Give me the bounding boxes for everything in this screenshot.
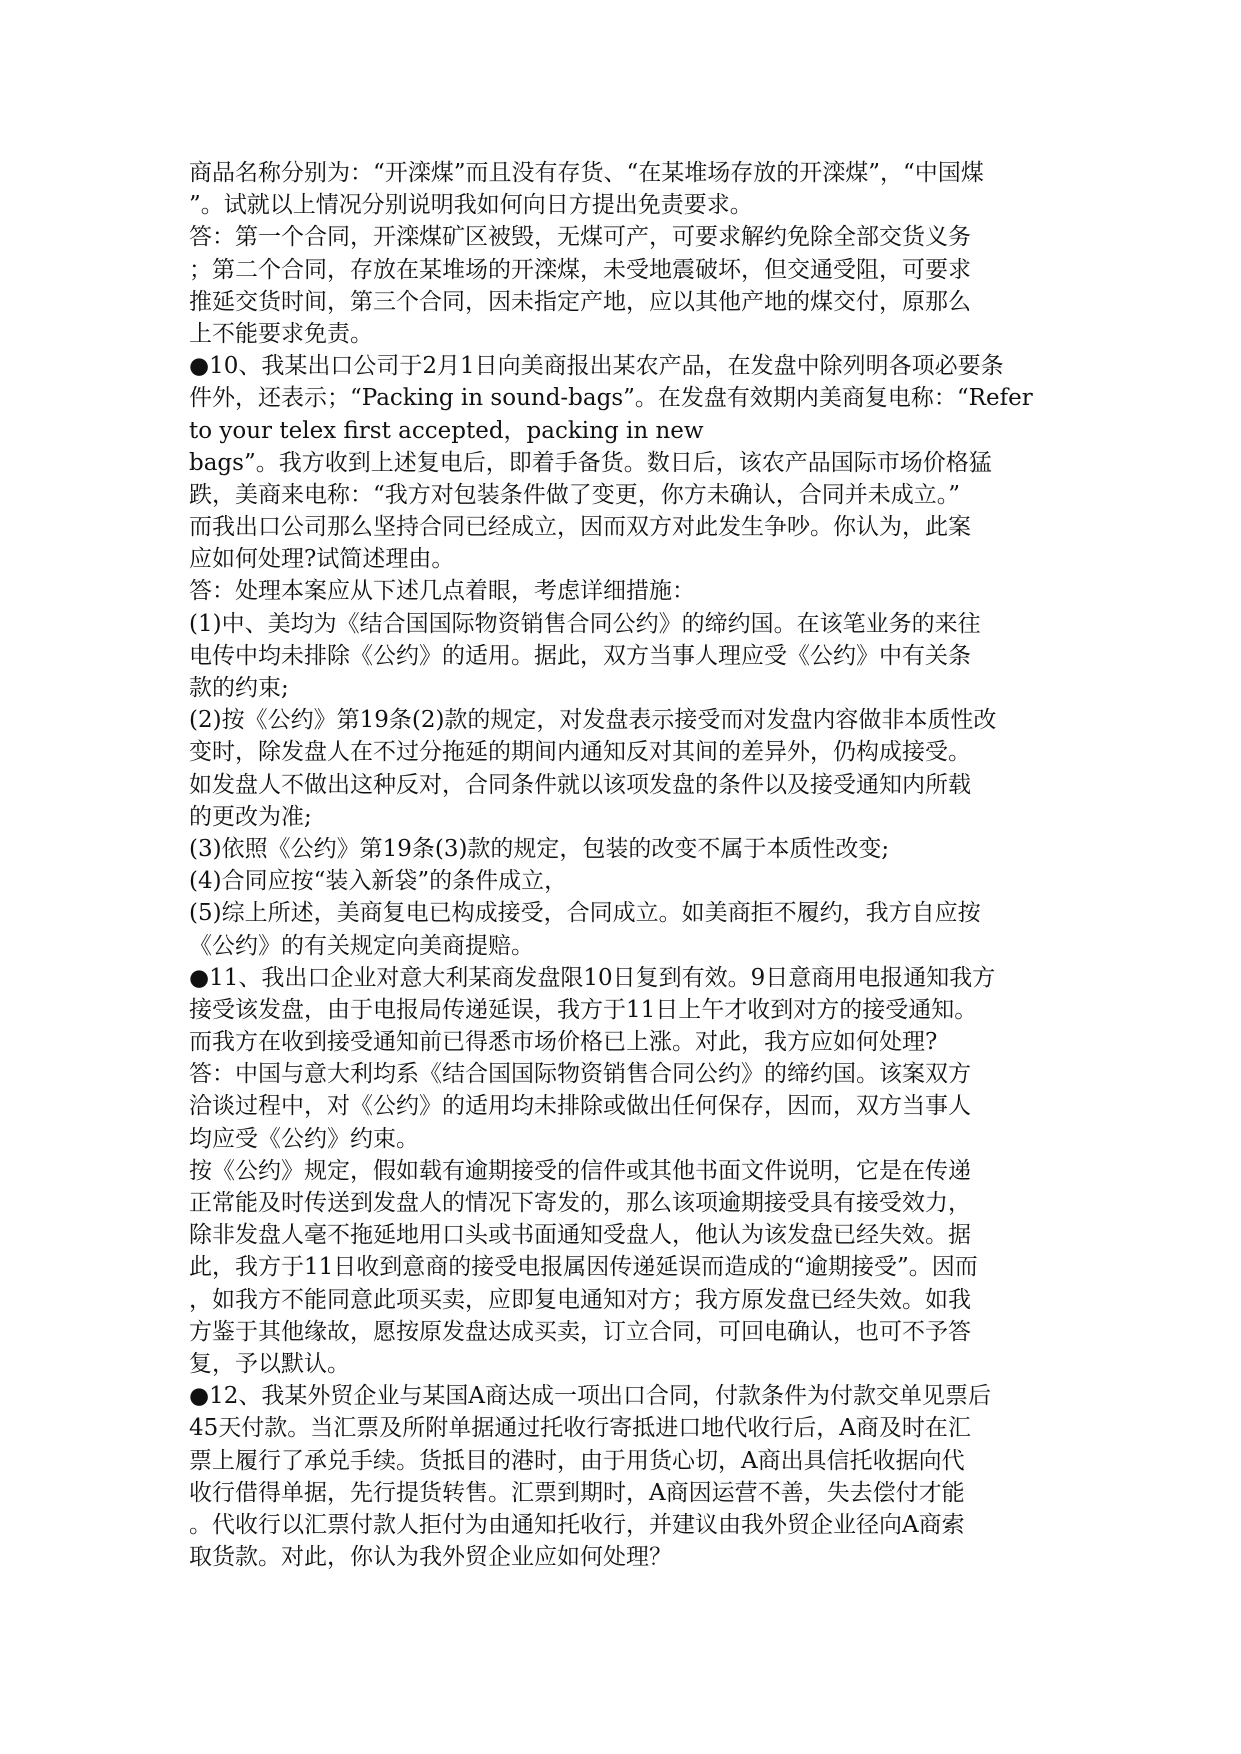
text-line: 票上履行了承兑手续。货抵目的港时，由于用货心切，A商出具信托收据向代 — [189, 1447, 965, 1474]
text-line: 款的约束; — [189, 675, 289, 701]
text-line: (5)综上所述，美商复电已构成接受，合同成立。如美商拒不履约，我方自应按 — [189, 900, 981, 927]
text-line: 此，我方于11日收到意商的接受电报属因传递延误而造成的“逾期接受”。因而 — [189, 1254, 978, 1281]
text-line: 取货款。对此，你认为我外贸企业应如何处理？ — [189, 1544, 672, 1571]
text-line: to your telex first accepted，packing in new — [189, 417, 704, 444]
text-line: 而我出口公司那么坚持合同已经成立，因而双方对此发生争吵。你认为，此案 — [189, 514, 971, 541]
text-line: (1)中、美均为《结合国国际物资销售合同公约》的缔约国。在该笔业务的来往 — [189, 610, 981, 637]
text-line: 正常能及时传送到发盘人的情况下寄发的，那么该项逾期接受具有接受效力， — [189, 1190, 971, 1216]
document-body — [189, 157, 1059, 1605]
text-line: ●12、我某外贸企业与某国A商达成一项出口合同，付款条件为付款交单见票后 — [189, 1383, 991, 1410]
text-line: (2)按《公约》第19条(2)款的规定，对发盘表示接受而对发盘内容做非本质性改 — [189, 707, 997, 734]
text-line: ，如我方不能同意此项买卖，应即复电通知对方；我方原发盘已经失效。如我 — [189, 1286, 971, 1313]
text-line: 推延交货时间，第三个合同，因未指定产地，应以其他产地的煤交付，原那么 — [189, 288, 971, 315]
text-line: 变时，除发盘人在不过分拖延的期间内通知反对其间的差异外，仍构成接受。 — [189, 739, 971, 766]
text-line: ●11、我出口企业对意大利某商发盘限10日复到有效。9日意商用电报通知我方 — [189, 964, 996, 991]
text-line: (4)合同应按“装入新袋”的条件成立， — [189, 868, 568, 895]
text-line: 电传中均未排除《公约》的适用。据此，双方当事人理应受《公约》中有关条 — [189, 642, 971, 669]
text-line: ●10、我某出口公司于2月1日向美商报出某农产品，在发盘中除列明各项必要条 — [189, 353, 1004, 380]
text-line: 如发盘人不做出这种反对，合同条件就以该项发盘的条件以及接受通知内所载 — [189, 771, 971, 798]
text-line: 《公约》的有关规定向美商提赔。 — [189, 932, 534, 959]
text-line: 均应受《公约》约束。 — [189, 1125, 419, 1152]
text-line: bags”。我方收到上述复电后，即着手备货。数日后，该农产品国际市场价格猛 — [189, 449, 992, 476]
text-line: 件外，还表示；“Packing in sound-bags”。在发盘有效期内美商复电称：“Refer — [189, 385, 1033, 412]
text-line: ；第二个合同，存放在某堆场的开滦煤，未受地震破坏，但交通受阻，可要求 — [189, 256, 971, 283]
text-line: 按《公约》规定，假如载有逾期接受的信件或其他书面文件说明，它是在传递 — [189, 1157, 971, 1184]
text-line: 答：第一个合同，开滦煤矿区被毁，无煤可产，可要求解约免除全部交货义务 — [189, 224, 971, 251]
text-line: 答：中国与意大利均系《结合国国际物资销售合同公约》的缔约国。该案双方 — [189, 1061, 971, 1088]
text-line: 复，予以默认。 — [189, 1350, 350, 1377]
text-line: 收行借得单据，先行提货转售。汇票到期时，A商因运营不善，失去偿付才能 — [189, 1479, 965, 1506]
text-line: 除非发盘人毫不拖延地用口头或书面通知受盘人，他认为该发盘已经失效。据 — [189, 1222, 971, 1249]
text-line: 接受该发盘，由于电报局传递延误，我方于11日上午才收到对方的接受通知。 — [189, 996, 978, 1023]
text-line: 45天付款。当汇票及所附单据通过托收行寄抵进口地代收行后，A商及时在汇 — [189, 1415, 971, 1442]
text-line: 商品名称分别为：“开滦煤”而且没有存货、“在某堆场存放的开滦煤”，“中国煤 — [189, 160, 984, 186]
text-line: 。代收行以汇票付款人拒付为由通知托收行，并建议由我外贸企业径向A商索 — [189, 1511, 965, 1538]
text-line: 洽谈过程中，对《公约》的适用均未排除或做出任何保存，因而，双方当事人 — [189, 1093, 971, 1120]
text-line: ”。试就以上情况分别说明我如何向日方提出免责要求。 — [189, 192, 753, 219]
text-line: (3)依照《公约》第19条(3)款的规定，包装的改变不属于本质性改变; — [189, 835, 890, 862]
text-line: 跌，美商来电称：“我方对包装条件做了变更，你方未确认，合同并未成立。” — [189, 481, 961, 508]
text-line: 答：处理本案应从下述几点着眼，考虑详细措施： — [189, 578, 695, 605]
text-line — [189, 1573, 1059, 1605]
text-line: 的更改为准; — [189, 803, 312, 830]
text-line: 而我方在收到接受通知前已得悉市场价格已上涨。对此，我方应如何处理? — [189, 1029, 938, 1056]
text-line: 应如何处理?试简述理由。 — [189, 546, 455, 573]
text-line: 上不能要求免责。 — [189, 320, 373, 347]
text-line: 方鉴于其他缘故，愿按原发盘达成买卖，订立合同，可回电确认，也可不予答 — [189, 1318, 971, 1345]
